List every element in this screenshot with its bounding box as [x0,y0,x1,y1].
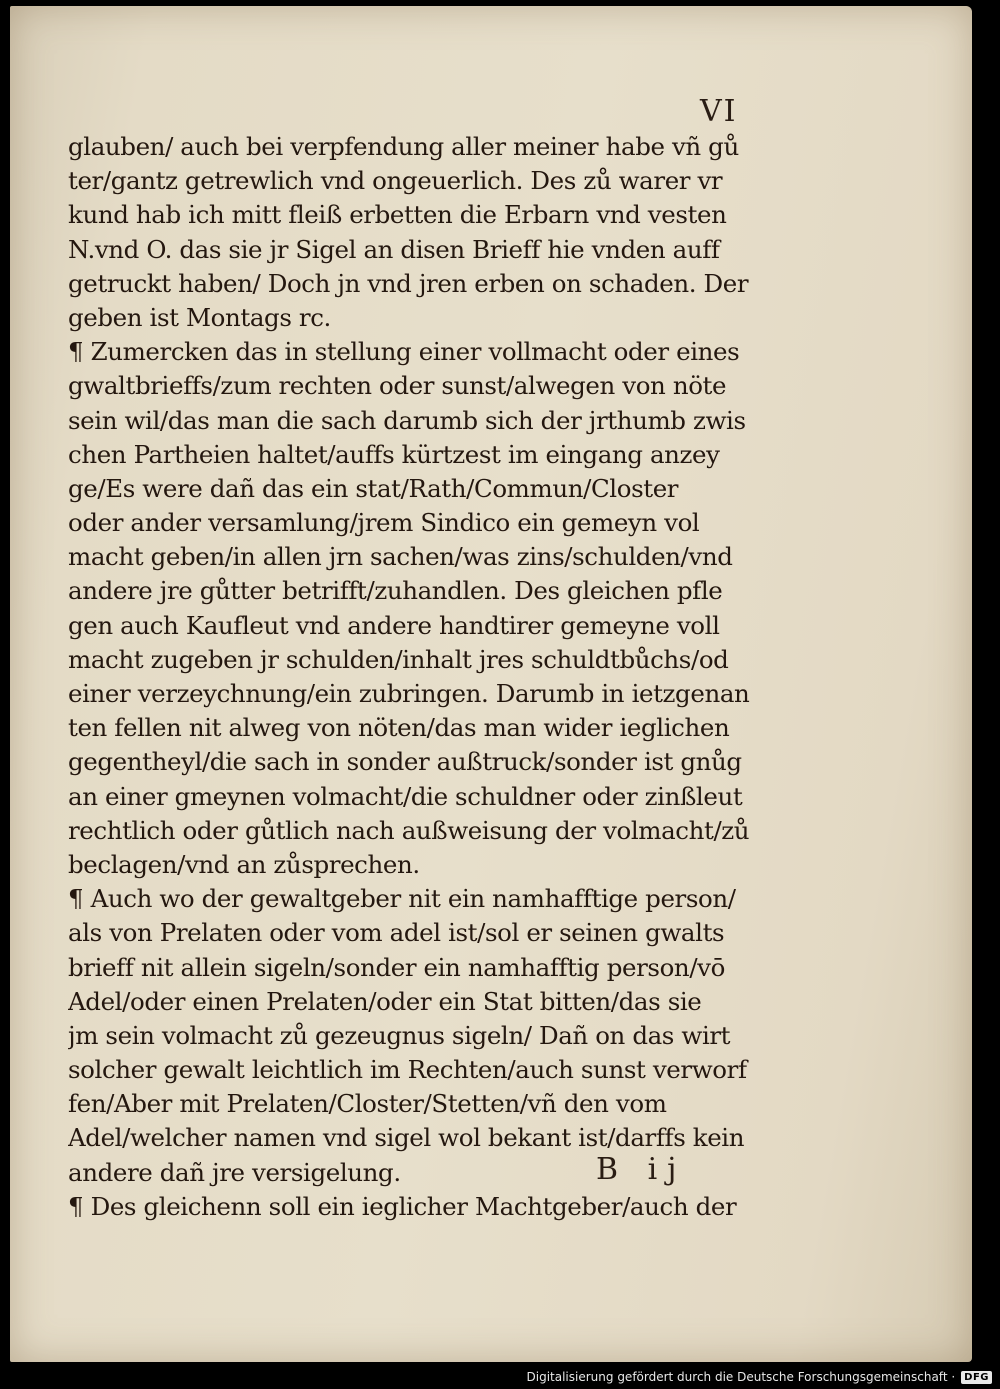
text-line: Adel/oder einen Prelaten/oder ein Stat bitten/das sie [68,986,702,1016]
text-line: gwaltbrieffs/zum rechten oder sunst/alwegen von nöte [68,371,727,401]
signature-mark: B ij [596,1152,687,1187]
text-line: ter/gantz getrewlich vnd ongeuerlich. Des zů warer vr [68,166,723,196]
dfg-logo-icon: DFG [961,1371,992,1384]
footer-credit: Digitalisierung gefördert durch die Deutsche Forschungsgemeinschaft · [526,1370,956,1384]
text-line: chen Partheien haltet/auffs kürtzest im eingang anzey [68,439,720,469]
book-page [10,6,972,1362]
text-line: andere dañ jre versigelung. [68,1157,401,1187]
text-line: macht geben/in allen jrn sachen/was zins/schulden/vnd [68,542,733,572]
folio-number: VI [700,94,738,129]
text-line: ten fellen nit alweg von nöten/das man wider ieglichen [68,713,730,743]
text-line: ge/Es were dañ das ein stat/Rath/Commun/Closter [68,473,679,503]
text-line: ¶ Auch wo der gewaltgeber nit ein namhafftige person/ [68,884,736,914]
text-line: kund hab ich mitt fleiß erbetten die Erbarn vnd vesten [68,200,727,230]
text-line: gen auch Kaufleut vnd andere handtirer gemeyne voll [68,610,720,640]
text-line: geben ist Montags rc. [68,302,331,332]
text-line: an einer gmeynen volmacht/die schuldner oder zinßleut [68,781,743,811]
text-line: solcher gewalt leichtlich im Rechten/auch sunst verworf [68,1055,747,1085]
text-block [68,130,782,1224]
text-line: sein wil/das man die sach darumb sich der jrthumb zwis [68,405,746,435]
text-line: brieff nit allein sigeln/sonder ein namhafftig person/vō [68,952,725,982]
text-line: ¶ Des gleichenn soll ein ieglicher Machtgeber/auch der [68,1191,737,1221]
text-line: gegentheyl/die sach in sonder außtruck/sonder ist gnůg [68,747,742,777]
text-line: andere jre gůtter betrifft/zuhandlen. Des gleichen pfle [68,576,723,606]
text-line: rechtlich oder gůtlich nach außweisung der volmacht/zů [68,815,750,845]
text-line: jm sein volmacht zů gezeugnus sigeln/ Dañ on das wirt [68,1020,731,1050]
digitization-footer [527,1367,992,1387]
text-line: Adel/welcher namen vnd sigel wol bekant ist/darffs kein [68,1123,745,1153]
text-line: N.vnd O. das sie jr Sigel an disen Brieff hie vnden auff [68,234,720,264]
text-line: fen/Aber mit Prelaten/Closter/Stetten/vñ den vom [68,1089,667,1119]
text-line: einer verzeychnung/ein zubringen. Darumb in ietzgenan [68,679,750,708]
text-line: als von Prelaten oder vom adel ist/sol er seinen gwalts [68,918,725,948]
text-line: beclagen/vnd an zůsprechen. [68,849,420,879]
text-line: getruckt haben/ Doch jn vnd jren erben on schaden. Der [68,268,749,298]
text-line: ¶ Zumercken das in stellung einer vollmacht oder eines [68,337,740,367]
text-line: macht zugeben jr schulden/inhalt jres schuldtbůchs/od [68,644,729,674]
text-line: glauben/ auch bei verpfendung aller meiner habe vñ gů [68,132,739,161]
text-line: oder ander versamlung/jrem Sindico ein gemeyn vol [68,508,700,538]
